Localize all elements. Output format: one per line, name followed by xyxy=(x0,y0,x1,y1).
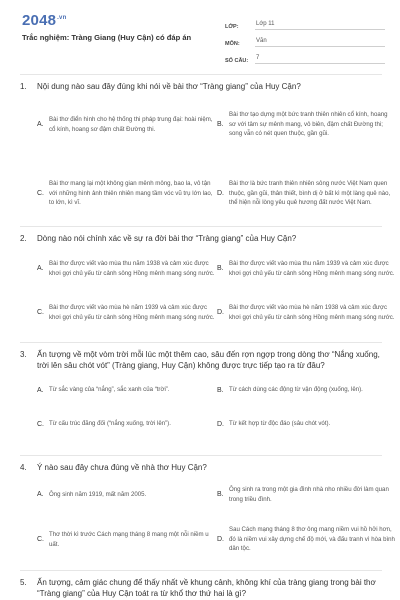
meta-count xyxy=(225,47,385,64)
option-a[interactable] xyxy=(37,99,215,151)
option-letter: D. xyxy=(217,420,224,428)
divider xyxy=(20,74,382,75)
meta-count-value: 7 xyxy=(255,55,385,64)
question-text: Ý nào sau đây chưa đúng về nhà thơ Huy Cận? xyxy=(37,463,207,472)
option-text: Bài thơ mang lại một không gian mênh mông, bao la, vô tận với những hình ảnh thiên nhiên mang tầm vóc vũ trụ lớn lao, to lớn, kì vĩ. xyxy=(49,180,213,207)
question-5 xyxy=(20,578,382,599)
option-c[interactable] xyxy=(37,411,215,437)
question-text: Ấn tượng về một vòm trời mỗi lúc một thêm cao, sâu đến rợn ngợp trong dòng thơ “Nắng xuống, trời lên sâu chót vót” (Tràng giang, Huy Cận) không được trực tiếp tạo ra từ đâu? xyxy=(37,350,380,370)
option-d[interactable] xyxy=(217,295,395,331)
option-letter: D. xyxy=(217,190,224,197)
option-d[interactable] xyxy=(217,411,395,437)
option-text: Từ kết hợp từ độc đáo (sâu chót vót). xyxy=(229,420,331,428)
option-text: Ông sinh năm 1919, mất năm 2005. xyxy=(49,490,147,498)
option-text: Bài thơ được viết vào mùa hè năm 1938 và cảm xúc được khơi gợi chủ yếu từ cảnh sông Hồng mênh mang sóng nước. xyxy=(229,304,395,321)
option-c[interactable] xyxy=(37,163,215,225)
option-letter: B. xyxy=(217,386,224,394)
meta-subject xyxy=(225,30,385,47)
question-3 xyxy=(20,350,382,441)
option-letter: B. xyxy=(217,491,224,498)
option-letter: D. xyxy=(217,536,224,543)
option-letter: B. xyxy=(217,121,224,128)
option-b[interactable] xyxy=(217,99,395,151)
option-text: Từ sắc vàng của “nắng”, sắc xanh của “trời”. xyxy=(49,386,170,394)
option-a[interactable] xyxy=(37,480,215,510)
option-letter: A. xyxy=(37,386,44,394)
option-d[interactable] xyxy=(217,516,395,564)
option-text: Từ cấu trúc đăng đối (“nắng xuống, trời lên”). xyxy=(49,420,171,428)
question-number: 3. xyxy=(20,350,27,359)
divider xyxy=(20,226,382,227)
option-letter: D. xyxy=(217,309,224,316)
divider xyxy=(20,342,382,343)
question-number: 5. xyxy=(20,578,27,587)
question-text: Ấn tượng, cảm giác chung để thấy nhất về khung cảnh, không khí của tràng giang trong bài thơ “Tràng giang” của Huy Cận toát ra từ khổ thơ thứ hai là gì? xyxy=(37,578,376,598)
option-text: Bài thơ là bức tranh thiên nhiên sông nước Việt Nam quen thuộc, gần gũi, thân thiết, bình dị ở bất kì một làng quê nào, thể hiện nỗi lòng yêu quê hương đất nước Việt Nam. xyxy=(229,180,391,207)
option-text: Bài thơ tạo dựng một bức tranh thiên nhiên cổ kính, hoang sơ với tâm sự mênh mang, vô biên, đậm chất Đường thi; song vẫn có nét quen thuộc, gần gũi. xyxy=(229,111,388,138)
option-d[interactable] xyxy=(217,163,395,225)
option-b[interactable] xyxy=(217,251,395,287)
meta-subject-value: Văn xyxy=(255,38,385,47)
option-letter: C. xyxy=(37,536,44,543)
question-number: 1. xyxy=(20,82,27,91)
divider xyxy=(20,455,382,456)
meta-box xyxy=(225,13,385,64)
question-4 xyxy=(20,463,395,576)
divider xyxy=(20,570,382,571)
option-text: Bài thơ điển hình cho hệ thống thi pháp trung đại: hoài niệm, cổ kính, hoang sơ đậm chất Đường thi. xyxy=(49,116,213,133)
option-letter: C. xyxy=(37,309,44,316)
option-letter: C. xyxy=(37,190,44,197)
option-b[interactable] xyxy=(217,377,395,403)
option-text: Thơ thời kì trước Cách mạng tháng 8 mang một nỗi niềm u uất. xyxy=(49,531,209,548)
option-text: Bài thơ được viết vào mùa thu năm 1939 và cảm xúc được khơi gợi chủ yếu từ cảnh sông Hồng mênh mang sóng nước. xyxy=(229,260,395,277)
meta-grade-value: Lớp 11 xyxy=(255,21,385,30)
option-letter: B. xyxy=(217,265,224,272)
question-text: Dòng nào nói chính xác về sự ra đời bài thơ “Tràng giang” của Huy Cận? xyxy=(37,234,297,243)
question-text: Nội dung nào sau đây đúng khi nói về bài thơ “Tràng giang” của Huy Cận? xyxy=(37,82,301,91)
option-letter: A. xyxy=(37,265,44,272)
worksheet-header xyxy=(0,0,400,66)
option-a[interactable] xyxy=(37,251,215,287)
site-logo[interactable]: $2048^{.vn}$ xyxy=(22,12,67,29)
meta-count-label: SỐ CÂU: xyxy=(225,58,249,64)
option-text: Sau Cách mạng tháng 8 thơ ông mang niềm vui hồ hởi hơn, đó là niềm vui xây dựng chế độ mới, và đấu tranh vì hòa bình dân tộc. xyxy=(229,526,395,553)
option-text: Ông sinh ra trong một gia đình nhà nho nhiều đời làm quan trong triều đình. xyxy=(229,486,389,503)
question-1 xyxy=(20,82,391,227)
question-2 xyxy=(20,234,395,339)
option-text: Từ cách dùng các động từ vận động (xuống, lên). xyxy=(229,386,363,394)
option-letter: A. xyxy=(37,491,44,498)
option-letter: C. xyxy=(37,420,44,428)
option-letter: A. xyxy=(37,121,44,128)
meta-grade xyxy=(225,13,385,30)
option-a[interactable] xyxy=(37,377,215,403)
question-number: 4. xyxy=(20,463,27,472)
page-title: Trắc nghiệm: Tràng Giang (Huy Cận) có đáp án xyxy=(22,33,192,42)
meta-subject-label: MÔN: xyxy=(225,41,240,47)
option-c[interactable] xyxy=(37,295,215,331)
question-number: 2. xyxy=(20,234,27,243)
option-text: Bài thơ được viết vào mùa thu năm 1938 và cảm xúc được khơi gợi chủ yếu từ cảnh sông Hồng mênh mang sóng nước. xyxy=(49,260,215,277)
meta-grade-label: LỚP: xyxy=(225,24,239,30)
option-b[interactable] xyxy=(217,480,395,510)
option-c[interactable] xyxy=(37,516,215,564)
option-text: Bài thơ được viết vào mùa hè năm 1939 và cảm xúc được khơi gợi chủ yếu từ cảnh sông Hồng mênh mang sóng nước. xyxy=(49,304,215,321)
